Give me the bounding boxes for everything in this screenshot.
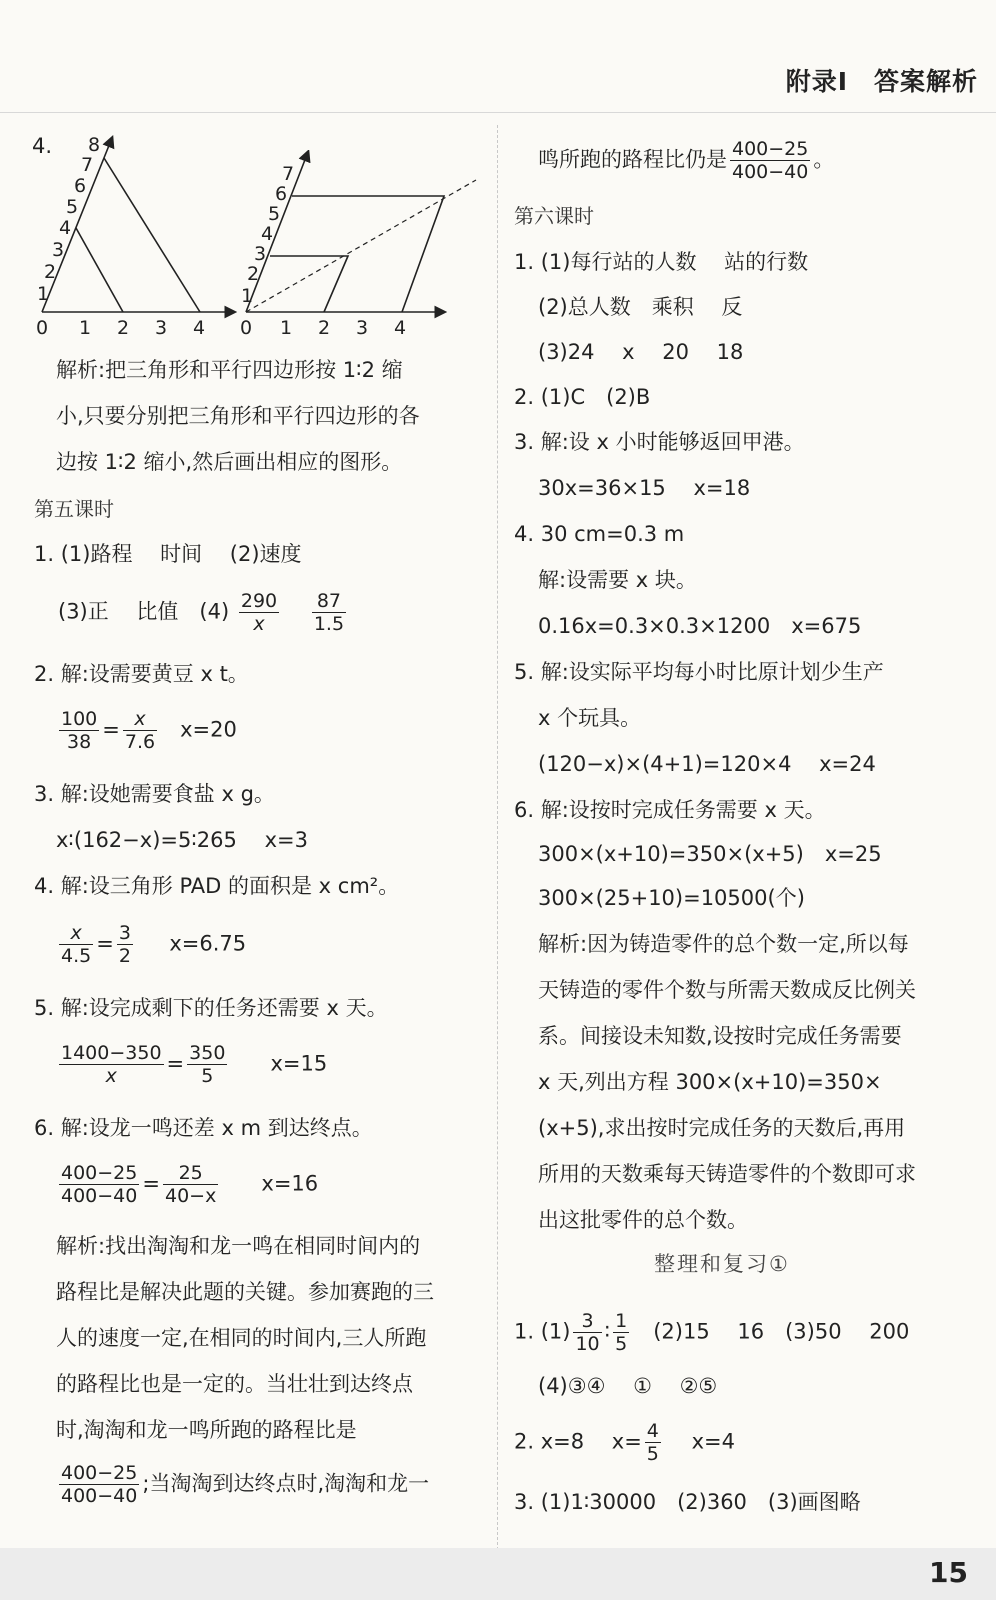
svg-text:0: 0 [36,317,49,339]
page-header-title: 附录Ⅰ 答案解析 [785,67,978,96]
r-analysis-line1: 解析:因为铸造零件的总个数一定,所以每 [538,932,909,956]
svg-text:3: 3 [254,243,267,265]
l5-q2-equation: $\frac{100}{38}$ = $\frac{x}{7.6}$ x=20 [61,708,237,753]
l6-line-13: 6. 解:设按时完成任务需要 x 天。 [514,798,826,822]
svg-text:6: 6 [275,183,288,205]
analysis-6-line4: 的路程比也是一定的。当壮壮到达终点 [56,1372,413,1396]
r-analysis-line5: (x+5),求出按时完成任务的天数后,再用 [538,1116,906,1140]
l5-q1-line1: 1. (1)路程 时间 (2)速度 [34,542,302,566]
r-analysis-line7: 出这批零件的总个数。 [538,1208,748,1232]
l6-line-3: (3)24 x 20 18 [538,340,744,364]
svg-text:4: 4 [59,217,72,239]
review-q1-line2: (4)③④ ① ②⑤ [538,1374,718,1398]
svg-text:7: 7 [81,154,94,176]
svg-text:3: 3 [52,239,65,261]
svg-text:1: 1 [241,285,254,307]
svg-text:0: 0 [240,317,253,339]
svg-text:7: 7 [282,163,295,185]
triangle-x-labels [36,317,205,339]
l5-q1-line2: (3)正 比值 (4) $\frac{290}{x}$ $\frac{87}{1.5}$ [58,590,345,635]
fraction: $\frac{290}{x}$ [240,590,278,635]
footer-bar [0,1548,996,1600]
l6-line-5: 3. 解:设 x 小时能够返回甲港。 [514,430,805,454]
l6-line-1: 1. (1)每行站的人数 站的行数 [514,250,809,274]
section-title-lesson6: 第六课时 [514,204,594,228]
svg-text:4: 4 [193,317,206,339]
l5-q6-equation: $\frac{400-25}{400-40}$ = $\frac{25}{40-x}$ x=16 [61,1162,319,1207]
triangle-y-labels [37,134,100,305]
l5-q4-equation: $\frac{x}{4.5}$ = $\frac{3}{2}$ x=6.75 [61,922,247,967]
fraction: $\frac{87}{1.5}$ [313,590,345,635]
analysis-4-line2: 小,只要分别把三角形和平行四边形的各 [56,404,420,428]
analysis-6-line6: $\frac{400-25}{400-40}$ ;当淘淘到达终点时,淘淘和龙一 [61,1462,430,1507]
slanted-axis [42,138,112,312]
svg-text:1: 1 [280,317,293,339]
analysis-6-line1: 解析:找出淘淘和龙一鸣在相同时间内的 [56,1234,421,1258]
r-top-line: 鸣所跑的路程比仍是 $\frac{400-25}{400-40}$ 。 [538,138,835,183]
small-parallelogram [270,256,348,312]
l5-q5-line1: 5. 解:设完成剩下的任务还需要 x 天。 [34,996,388,1020]
l6-line-8: 解:设需要 x 块。 [538,568,697,592]
section-title-lesson5: 第五课时 [34,497,114,521]
l6-line-11: x 个玩具。 [538,706,642,730]
r-analysis-line2: 天铸造的零件个数与所需天数成反比例关 [538,978,916,1002]
analysis-6-line2: 路程比是解决此题的关键。参加赛跑的三 [56,1280,434,1304]
review-section-title: 整理和复习① [654,1252,790,1276]
analysis-6-line5: 时,淘淘和龙一鸣所跑的路程比是 [56,1418,357,1442]
l5-q4-line1: 4. 解:设三角形 PAD 的面积是 x cm²。 [34,874,400,898]
page-number: 15 [929,1556,968,1589]
l6-line-6: 30x=36×15 x=18 [538,476,751,500]
svg-text:4: 4 [261,223,274,245]
l6-line-10: 5. 解:设实际平均每小时比原计划少生产 [514,660,884,684]
svg-text:1: 1 [37,283,50,305]
l5-q3-line1: 3. 解:设她需要食盐 x g。 [34,782,275,806]
parallelogram-x-labels [240,317,406,339]
column-divider [497,125,498,1570]
l5-q5-equation: $\frac{1400-350}{x}$ = $\frac{350}{5}$ x=15 [61,1042,328,1087]
slanted-axis [246,152,308,312]
analysis-4-line3: 边按 1∶2 缩小,然后画出相应的图形。 [56,450,403,474]
l6-line-12: (120−x)×(4+1)=120×4 x=24 [538,752,876,776]
l6-line-14: 300×(x+10)=350×(x+5) x=25 [538,842,882,866]
svg-text:2: 2 [318,317,331,339]
l5-q6-line1: 6. 解:设龙一鸣还差 x m 到达终点。 [34,1116,373,1140]
l5-q2-line1: 2. 解:设需要黄豆 x t。 [34,662,249,686]
svg-text:6: 6 [74,175,87,197]
svg-text:2: 2 [44,261,57,283]
l6-line-2: (2)总人数 乘积 反 [538,295,743,319]
header-rule [0,112,996,113]
l6-line-4: 2. (1)C (2)B [514,385,651,409]
l6-line-9: 0.16x=0.3×0.3×1200 x=675 [538,614,862,638]
l6-line-15: 300×(25+10)=10500(个) [538,886,805,910]
svg-text:1: 1 [79,317,92,339]
large-parallelogram [292,196,444,312]
review-q2: 2. x=8 x= $\frac{4}{5}$ x=4 [514,1420,735,1465]
svg-text:4: 4 [394,317,407,339]
review-q1-line1: 1. (1) $\frac{3}{10}$ ∶ $\frac{1}{5}$ (2)15 16 (3)50 200 [514,1310,910,1355]
l6-line-7: 4. 30 cm=0.3 m [514,522,685,546]
r-analysis-line6: 所用的天数乘每天铸造零件的个数即可求 [538,1162,916,1186]
svg-text:3: 3 [155,317,168,339]
svg-text:8: 8 [88,134,101,156]
analysis-4-line1: 解析:把三角形和平行四边形按 1∶2 缩 [56,358,403,382]
question-4-number: 4. [32,134,53,158]
l5-q3-line2: x∶(162−x)=5∶265 x=3 [56,828,308,852]
r-analysis-line3: 系。间接设未知数,设按时完成任务需要 [538,1024,902,1048]
svg-text:5: 5 [268,203,281,225]
triangle-graph [28,130,238,345]
parallelogram-y-labels [241,163,294,307]
svg-text:2: 2 [247,263,260,285]
small-triangle-side [76,228,123,312]
svg-text:2: 2 [117,317,130,339]
svg-text:5: 5 [66,196,79,218]
large-triangle-side [104,158,200,312]
parallelogram-graph [232,150,482,345]
r-analysis-line4: x 天,列出方程 300×(x+10)=350× [538,1070,882,1094]
review-q3: 3. (1)1∶30000 (2)360 (3)画图略 [514,1490,861,1514]
analysis-6-line3: 人的速度一定,在相同的时间内,三人所跑 [56,1326,427,1350]
svg-text:3: 3 [356,317,369,339]
